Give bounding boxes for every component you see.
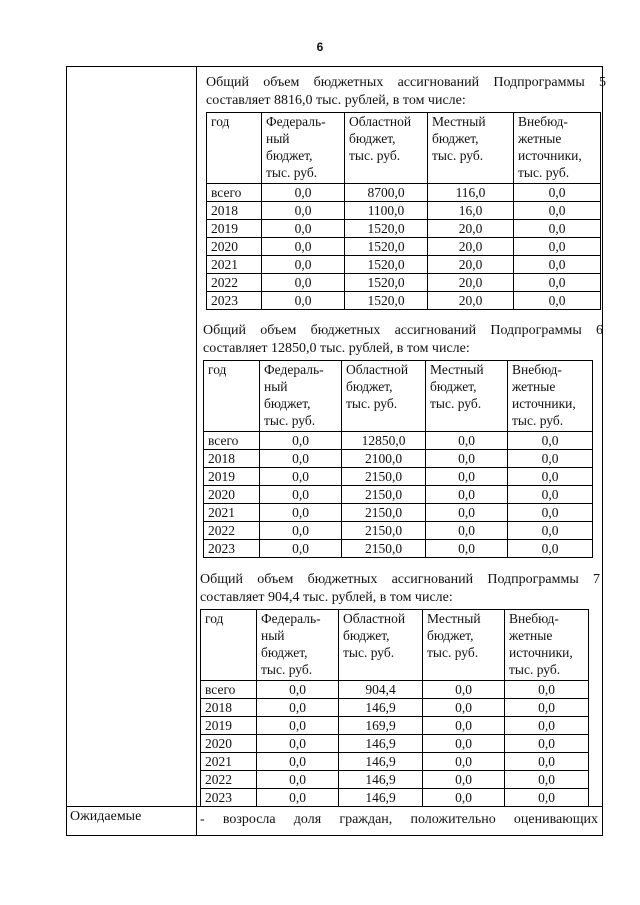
outer-table-top-border bbox=[66, 66, 603, 67]
table-row: 2019 0,0 2150,0 0,0 0,0 bbox=[204, 468, 593, 486]
subprogram-6-block bbox=[203, 322, 603, 558]
table-row: 2022 0,0 2150,0 0,0 0,0 bbox=[204, 522, 593, 540]
header-year: год bbox=[201, 610, 257, 681]
header-local: Местный бюджет, тыс. руб. bbox=[428, 113, 514, 184]
table-row: 2019 0,0 1520,0 20,0 0,0 bbox=[207, 220, 601, 238]
table-row: 2018 0,0 1100,0 16,0 0,0 bbox=[207, 202, 601, 220]
table-row: 2022 0,0 1520,0 20,0 0,0 bbox=[207, 274, 601, 292]
table-row: 2019 0,0 169,9 0,0 0,0 bbox=[201, 717, 589, 735]
intro-line-1: Общий объем бюджетных ассигнований Подпрограммы 6 bbox=[203, 323, 603, 338]
subprogram-7-block bbox=[200, 571, 600, 807]
header-local: Местный бюджет, тыс. руб. bbox=[423, 610, 505, 681]
table-row: 2018 0,0 2100,0 0,0 0,0 bbox=[204, 450, 593, 468]
outer-table-column-divider bbox=[196, 66, 197, 835]
table-row: 2023 0,0 2150,0 0,0 0,0 bbox=[204, 540, 593, 558]
intro-line-1: Общий объем бюджетных ассигнований Подпрограммы 5 bbox=[206, 75, 606, 90]
table-row: 2021 0,0 1520,0 20,0 0,0 bbox=[207, 256, 601, 274]
table-header-row bbox=[207, 113, 601, 184]
subprogram-7-intro bbox=[200, 571, 600, 607]
expected-results-label: Ожидаемые bbox=[70, 809, 142, 824]
subprogram-6-intro bbox=[203, 322, 603, 358]
intro-line-2: составляет 904,4 тыс. рублей, в том числе: bbox=[200, 590, 453, 605]
outer-table-left-border bbox=[66, 66, 67, 835]
header-regional: Областной бюджет, тыс. руб. bbox=[339, 610, 423, 681]
table-row: 2018 0,0 146,9 0,0 0,0 bbox=[201, 699, 589, 717]
intro-line-2: составляет 8816,0 тыс. рублей, в том числе: bbox=[206, 93, 466, 108]
table-row: всего 0,0 8700,0 116,0 0,0 bbox=[207, 184, 601, 202]
header-year: год bbox=[207, 113, 262, 184]
header-year: год bbox=[204, 361, 260, 432]
table-row: 2023 0,0 1520,0 20,0 0,0 bbox=[207, 292, 601, 310]
expected-results-text: - возросла доля граждан, положительно оценивающих bbox=[200, 812, 598, 827]
header-regional: Областной бюджет, тыс. руб. bbox=[342, 361, 426, 432]
table-row: 2020 0,0 2150,0 0,0 0,0 bbox=[204, 486, 593, 504]
subprogram-5-block bbox=[206, 74, 606, 310]
budget-table-subprogram-7 bbox=[200, 609, 589, 807]
table-header-row bbox=[201, 610, 589, 681]
header-federal: Федераль- ный бюджет, тыс. руб. bbox=[260, 361, 342, 432]
table-row: 2022 0,0 146,9 0,0 0,0 bbox=[201, 771, 589, 789]
intro-line-2: составляет 12850,0 тыс. рублей, в том числе: bbox=[203, 341, 470, 356]
budget-table-subprogram-6 bbox=[203, 360, 593, 558]
page-number: 6 bbox=[316, 40, 324, 54]
intro-line-1: Общий объем бюджетных ассигнований Подпрограммы 7 bbox=[200, 572, 600, 587]
table-row: 2020 0,0 1520,0 20,0 0,0 bbox=[207, 238, 601, 256]
header-extra: Внебюд- жетные источники, тыс. руб. bbox=[514, 113, 601, 184]
table-row: всего 0,0 904,4 0,0 0,0 bbox=[201, 681, 589, 699]
header-federal: Федераль- ный бюджет, тыс. руб. bbox=[262, 113, 345, 184]
header-extra: Внебюд- жетные источники, тыс. руб. bbox=[505, 610, 589, 681]
budget-table-subprogram-5 bbox=[206, 112, 601, 310]
subprogram-5-intro bbox=[206, 74, 606, 110]
table-row: 2021 0,0 146,9 0,0 0,0 bbox=[201, 753, 589, 771]
table-row: 2021 0,0 2150,0 0,0 0,0 bbox=[204, 504, 593, 522]
header-regional: Областной бюджет, тыс. руб. bbox=[345, 113, 428, 184]
table-row: 2020 0,0 146,9 0,0 0,0 bbox=[201, 735, 589, 753]
table-header-row bbox=[204, 361, 593, 432]
header-extra: Внебюд- жетные источники, тыс. руб. bbox=[508, 361, 593, 432]
outer-table-bottom-border bbox=[66, 835, 603, 836]
table-row: 2023 0,0 146,9 0,0 0,0 bbox=[201, 789, 589, 807]
table-row: всего 0,0 12850,0 0,0 0,0 bbox=[204, 432, 593, 450]
header-local: Местный бюджет, тыс. руб. bbox=[426, 361, 508, 432]
header-federal: Федераль- ный бюджет, тыс. руб. bbox=[257, 610, 339, 681]
